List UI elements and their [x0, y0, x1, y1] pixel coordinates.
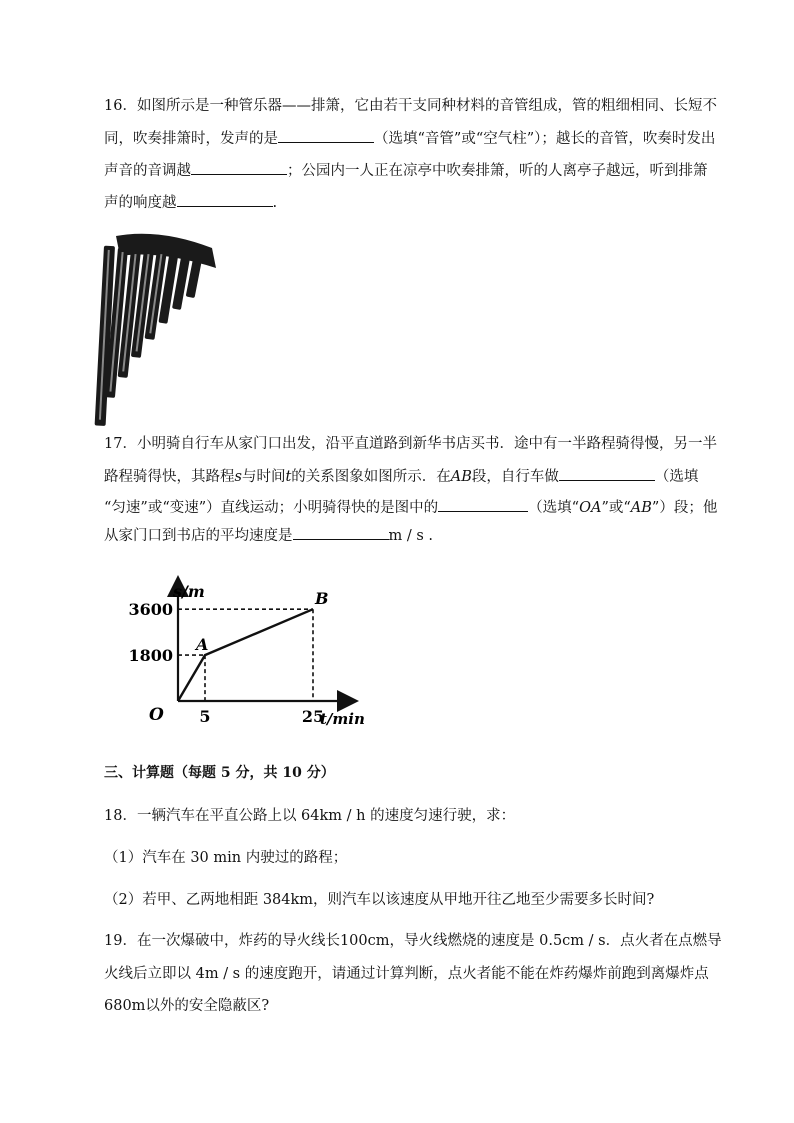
q17-var-s: s: [234, 469, 242, 485]
q19-line-2: 火线后立即以 4m / s 的速度跑开，请通过计算判断，点火者能不能在炸药爆炸前跑到离爆炸点: [104, 966, 709, 982]
q16-text: ；公园内一人正在凉亭中吹奏排箫，听的人离亭子越远，听到排箫: [287, 163, 708, 179]
q16-text: 声的响度越: [104, 195, 177, 211]
q17-answer-blank-1[interactable]: [559, 466, 655, 481]
x-tick-label: 5: [199, 707, 211, 726]
q17-line-3: [104, 497, 717, 518]
q18-line-1: 18．一辆汽车在平直公路上以 64km / h 的速度匀速行驶，求：: [104, 808, 516, 824]
q16-text: （选填“音管”或“空气柱”）；越长的音管，吹奏时发出: [374, 131, 716, 147]
q16-text: .: [272, 195, 278, 211]
origin-label: O: [149, 705, 164, 725]
point-label-A: A: [196, 635, 209, 655]
q17-text: 与时间: [241, 469, 286, 485]
q17-seg-ab: AB: [450, 469, 472, 485]
q17-text: “匀速”或“变速”）直线运动；小明骑得快的是图中的: [104, 500, 439, 516]
y-tick-label: 1800: [128, 646, 173, 666]
q19-line-3: 680m以外的安全隐蔽区?: [104, 998, 270, 1014]
q18-line-3: （2）若甲、乙两地相距 384km，则汽车以该速度从甲地开往乙地至少需要多长时间?: [104, 892, 655, 908]
q16-line-4: [104, 192, 277, 213]
q17-line-1: 17．小明骑自行车从家门口出发，沿平直道路到新华书店买书．途中有一半路程骑得慢，另一半: [104, 436, 717, 452]
q17-text: ”）段；他: [651, 500, 718, 516]
q19-line-1: 19．在一次爆破中，炸药的导火线长100cm，导火线燃烧的速度是 0.5cm / s．点火者在点燃导: [104, 933, 722, 949]
x-tick-label: 25: [301, 707, 325, 726]
q17-seg-ab: AB: [630, 500, 652, 516]
q17-text: 段，自行车做: [471, 469, 559, 485]
q18-line-2: （1）汽车在 30 min 内驶过的路程；: [104, 850, 348, 866]
q16-answer-blank-3[interactable]: [177, 192, 273, 207]
y-tick-label: 3600: [128, 600, 173, 620]
section-3-title: 三、计算题（每题 5 分，共 10 分）: [104, 765, 335, 781]
q17-text: 的关系图象如图所示．在: [291, 469, 451, 485]
q16-answer-blank-2[interactable]: [191, 160, 287, 175]
q16-text: 同，吹奏排箫时，发声的是: [104, 131, 278, 147]
q17-answer-blank-2[interactable]: [438, 497, 528, 512]
q16-text: 声音的音调越: [104, 163, 191, 179]
point-label-B: B: [315, 589, 329, 609]
q17-text: ”或“: [601, 500, 631, 516]
q17-text: （选填“: [528, 500, 580, 516]
q17-line-4: [104, 525, 433, 546]
q17-seg-oa: OA: [579, 500, 602, 516]
q16-line-2: [104, 128, 715, 149]
q16-line-1: 16．如图所示是一种管乐器——排箫，它由若干支同种材料的音管组成，管的粗细相同、长短不: [104, 98, 717, 114]
panpipe-image: [100, 228, 220, 428]
q17-text: 路程骑得快，其路程: [104, 469, 235, 485]
x-axis-label: t/min: [320, 710, 365, 728]
y-axis-label: s/m: [173, 582, 205, 601]
q17-line-2: [104, 466, 698, 487]
q17-unit: m / s .: [388, 528, 434, 544]
q17-text: （选填: [654, 469, 699, 485]
q16-answer-blank-1[interactable]: [278, 128, 374, 143]
q16-line-3: [104, 160, 708, 181]
s-t-graph: [128, 580, 374, 730]
q17-answer-blank-3[interactable]: [293, 525, 389, 540]
q17-var-t: t: [285, 469, 292, 485]
s-t-line: [178, 609, 313, 701]
q17-text: 从家门口到书店的平均速度是: [104, 528, 293, 544]
